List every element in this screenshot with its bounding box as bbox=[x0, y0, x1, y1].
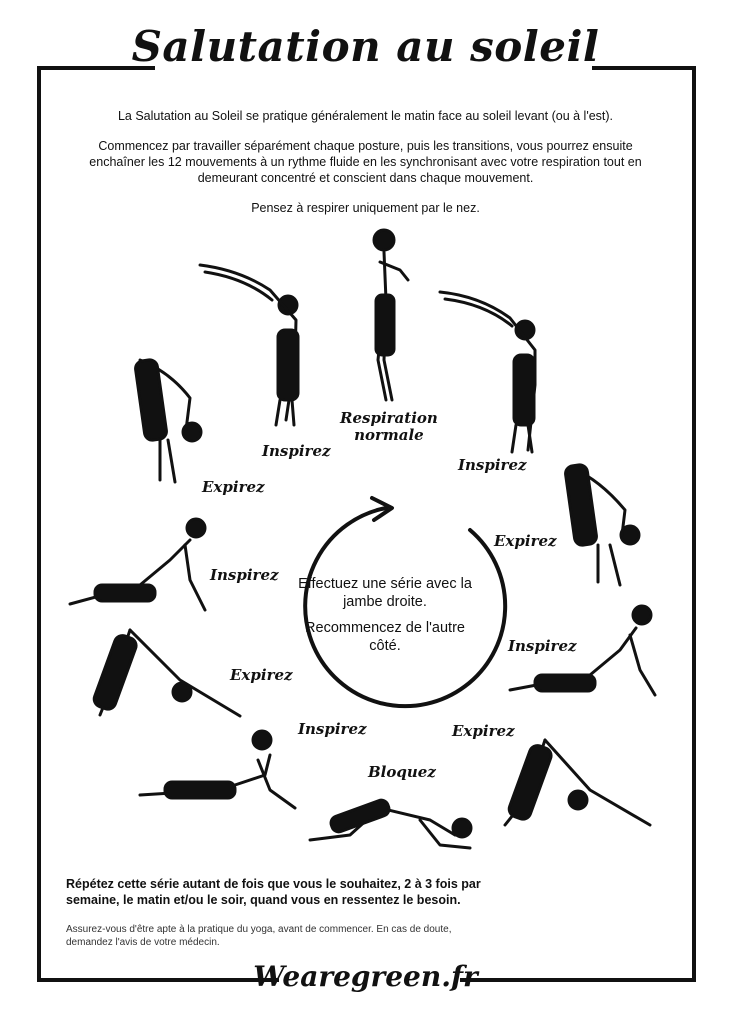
pose-cobra-icon bbox=[140, 731, 295, 808]
cue-inspirez-5: Inspirez bbox=[458, 456, 527, 474]
cue-inspirez-1: Inspirez bbox=[262, 442, 331, 460]
intro-paragraph-1: La Salutation au Soleil se pratique généralement le matin face au soleil levant (ou à l'est). bbox=[117, 109, 614, 123]
cue-expirez-4: Expirez bbox=[494, 532, 557, 550]
center-line-2: Recommencez de l'autre côté. bbox=[305, 620, 465, 654]
page-title: Salutation au soleil bbox=[131, 22, 600, 71]
pose-prayer-standing-icon bbox=[374, 230, 408, 400]
disclaimer: Assurez-vous d'être apte à la pratique du yoga, avant de commencer. En cas de doute, demandez l'avis de votre médecin. bbox=[66, 924, 452, 948]
pose-backbend-right-icon bbox=[200, 265, 298, 425]
pose-low-lunge-right-icon bbox=[70, 519, 205, 610]
closing-advice: Répétez cette série autant de fois que vous le souhaitez, 2 à 3 fois par semaine, le matin et/ou le soir, quand vous en ressentez le besoin. bbox=[66, 877, 481, 907]
cue-inspirez-3: Inspirez bbox=[298, 720, 367, 738]
cue-respiration-line2: normale bbox=[354, 426, 424, 444]
pose-downward-dog-left-icon bbox=[505, 740, 650, 825]
cue-expirez-3: Expirez bbox=[452, 722, 515, 740]
intro-paragraph-2: Commencez par travailler séparément chaque posture, puis les transitions, vous pourrez ensuite enchaîner les 12 mouvements à un rythme fluide en les synchronisant avec votre respiration tout en demeurant concentré et conscient dans chaque mouvement. bbox=[89, 139, 642, 185]
intro-paragraph-3: Pensez à respirer uniquement par le nez. bbox=[251, 201, 480, 215]
pose-forward-fold-right-icon bbox=[135, 359, 201, 482]
cue-expirez-2: Expirez bbox=[230, 666, 293, 684]
cue-inspirez-4: Inspirez bbox=[508, 637, 577, 655]
footer-brand: Wearegreen.fr bbox=[253, 960, 478, 993]
cue-respiration-normale bbox=[340, 410, 438, 444]
center-instructions bbox=[290, 575, 480, 663]
cue-inspirez-2: Inspirez bbox=[210, 566, 279, 584]
center-line-1: Effectuez une série avec la jambe droite. bbox=[298, 576, 472, 610]
pose-forward-fold-left-icon bbox=[565, 464, 639, 585]
pose-backbend-left-icon bbox=[440, 292, 535, 452]
cue-bloquez: Bloquez bbox=[368, 763, 436, 781]
cue-expirez-1: Expirez bbox=[202, 478, 265, 496]
cue-respiration-line1: Respiration bbox=[340, 409, 438, 427]
pose-downward-dog-right-icon bbox=[92, 630, 240, 716]
pose-eight-limbs-icon bbox=[310, 798, 471, 848]
